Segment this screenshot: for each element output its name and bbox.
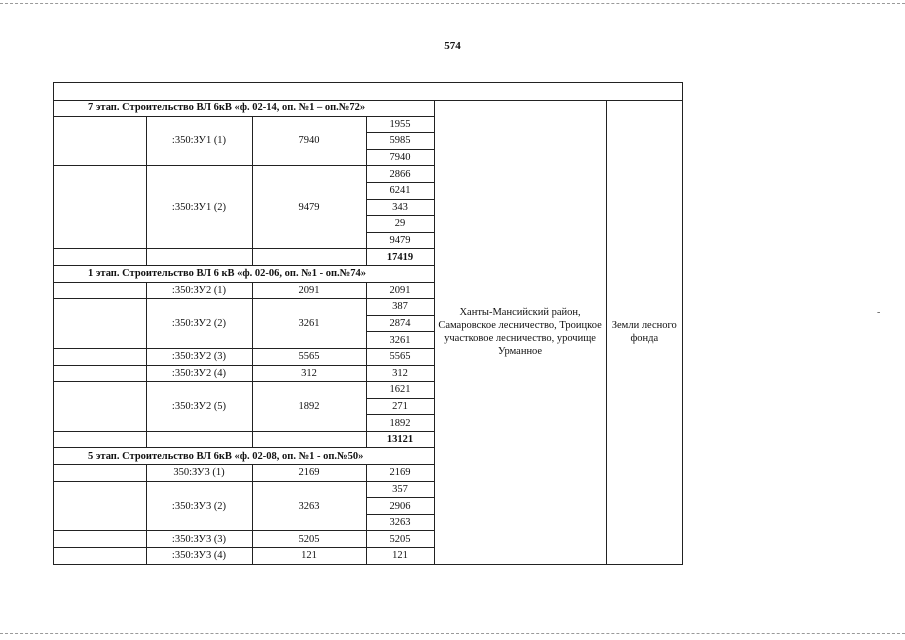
land-plots-grid <box>54 100 682 565</box>
part-area-cell: 387 <box>366 299 434 316</box>
plot-area-cell: 5565 <box>252 348 366 365</box>
plot-area-cell: 312 <box>252 365 366 382</box>
part-area-cell: 2091 <box>366 282 434 299</box>
location-cell: Ханты-Мансийский район, Самаровское лесничество, Троицкое участковое лесничество, урочище Урманное <box>434 100 606 564</box>
empty-cell <box>54 548 146 565</box>
plot-id-cell: :350:ЗУ3 (3) <box>146 531 252 548</box>
empty-cell <box>146 431 252 448</box>
empty-cell <box>54 166 146 249</box>
part-area-cell: 121 <box>366 548 434 565</box>
section-title-row <box>54 100 682 116</box>
scan-edge-top <box>0 3 905 4</box>
plot-id-cell: :350:ЗУ2 (3) <box>146 348 252 365</box>
table-header-row <box>54 83 682 101</box>
empty-cell <box>54 282 146 299</box>
part-area-cell: 312 <box>366 365 434 382</box>
part-area-cell: 5565 <box>366 348 434 365</box>
plot-area-cell: 121 <box>252 548 366 565</box>
empty-cell <box>252 249 366 266</box>
empty-cell <box>54 465 146 482</box>
empty-cell <box>54 299 146 349</box>
plot-id-cell: :350:ЗУ1 (1) <box>146 116 252 166</box>
empty-cell <box>54 481 146 531</box>
empty-cell <box>54 531 146 548</box>
margin-mark: - <box>877 307 881 318</box>
part-area-cell: 2874 <box>366 315 434 332</box>
part-area-cell: 2866 <box>366 166 434 183</box>
land-category-cell: Земли лесного фонда <box>606 100 682 564</box>
plot-area-cell: 9479 <box>252 166 366 249</box>
plot-id-cell: :350:ЗУ2 (5) <box>146 382 252 432</box>
part-area-cell: 2906 <box>366 498 434 515</box>
plot-area-cell: 3261 <box>252 299 366 349</box>
part-area-cell: 3263 <box>366 514 434 531</box>
empty-cell <box>146 249 252 266</box>
plot-area-cell: 5205 <box>252 531 366 548</box>
land-plots-table <box>53 82 683 565</box>
part-area-cell: 343 <box>366 199 434 216</box>
plot-area-cell: 3263 <box>252 481 366 531</box>
scan-edge-bottom <box>0 633 905 634</box>
section-title: 5 этап. Строительство ВЛ 6кВ «ф. 02-08, оп. №1 - оп.№50» <box>54 448 434 465</box>
section-total: 13121 <box>366 431 434 448</box>
plot-id-cell: :350:ЗУ2 (2) <box>146 299 252 349</box>
part-area-cell: 3261 <box>366 332 434 349</box>
plot-id-cell: :350:ЗУ2 (4) <box>146 365 252 382</box>
plot-id-cell: :350:ЗУ3 (4) <box>146 548 252 565</box>
empty-cell <box>54 365 146 382</box>
empty-cell <box>54 382 146 432</box>
empty-cell <box>252 431 366 448</box>
part-area-cell: 7940 <box>366 149 434 166</box>
part-area-cell: 357 <box>366 481 434 498</box>
plot-area-cell: 1892 <box>252 382 366 432</box>
part-area-cell: 271 <box>366 398 434 415</box>
page-number: 574 <box>444 40 461 52</box>
part-area-cell: 1892 <box>366 415 434 432</box>
part-area-cell: 6241 <box>366 182 434 199</box>
section-title: 7 этап. Строительство ВЛ 6кВ «ф. 02-14, оп. №1 – оп.№72» <box>54 100 434 116</box>
part-area-cell: 5205 <box>366 531 434 548</box>
plot-area-cell: 2091 <box>252 282 366 299</box>
part-area-cell: 5985 <box>366 133 434 150</box>
section-total: 17419 <box>366 249 434 266</box>
plot-area-cell: 7940 <box>252 116 366 166</box>
plot-id-cell: :350:ЗУ2 (1) <box>146 282 252 299</box>
part-area-cell: 1621 <box>366 382 434 399</box>
part-area-cell: 1955 <box>366 116 434 133</box>
plot-id-cell: 350:ЗУ3 (1) <box>146 465 252 482</box>
part-area-cell: 29 <box>366 216 434 233</box>
plot-id-cell: :350:ЗУ1 (2) <box>146 166 252 249</box>
part-area-cell: 2169 <box>366 465 434 482</box>
empty-cell <box>54 431 146 448</box>
plot-id-cell: :350:ЗУ3 (2) <box>146 481 252 531</box>
empty-cell <box>54 116 146 166</box>
section-title: 1 этап. Строительство ВЛ 6 кВ «ф. 02-06, оп. №1 - оп.№74» <box>54 265 434 282</box>
plot-area-cell: 2169 <box>252 465 366 482</box>
empty-cell <box>54 348 146 365</box>
empty-cell <box>54 249 146 266</box>
part-area-cell: 9479 <box>366 232 434 249</box>
